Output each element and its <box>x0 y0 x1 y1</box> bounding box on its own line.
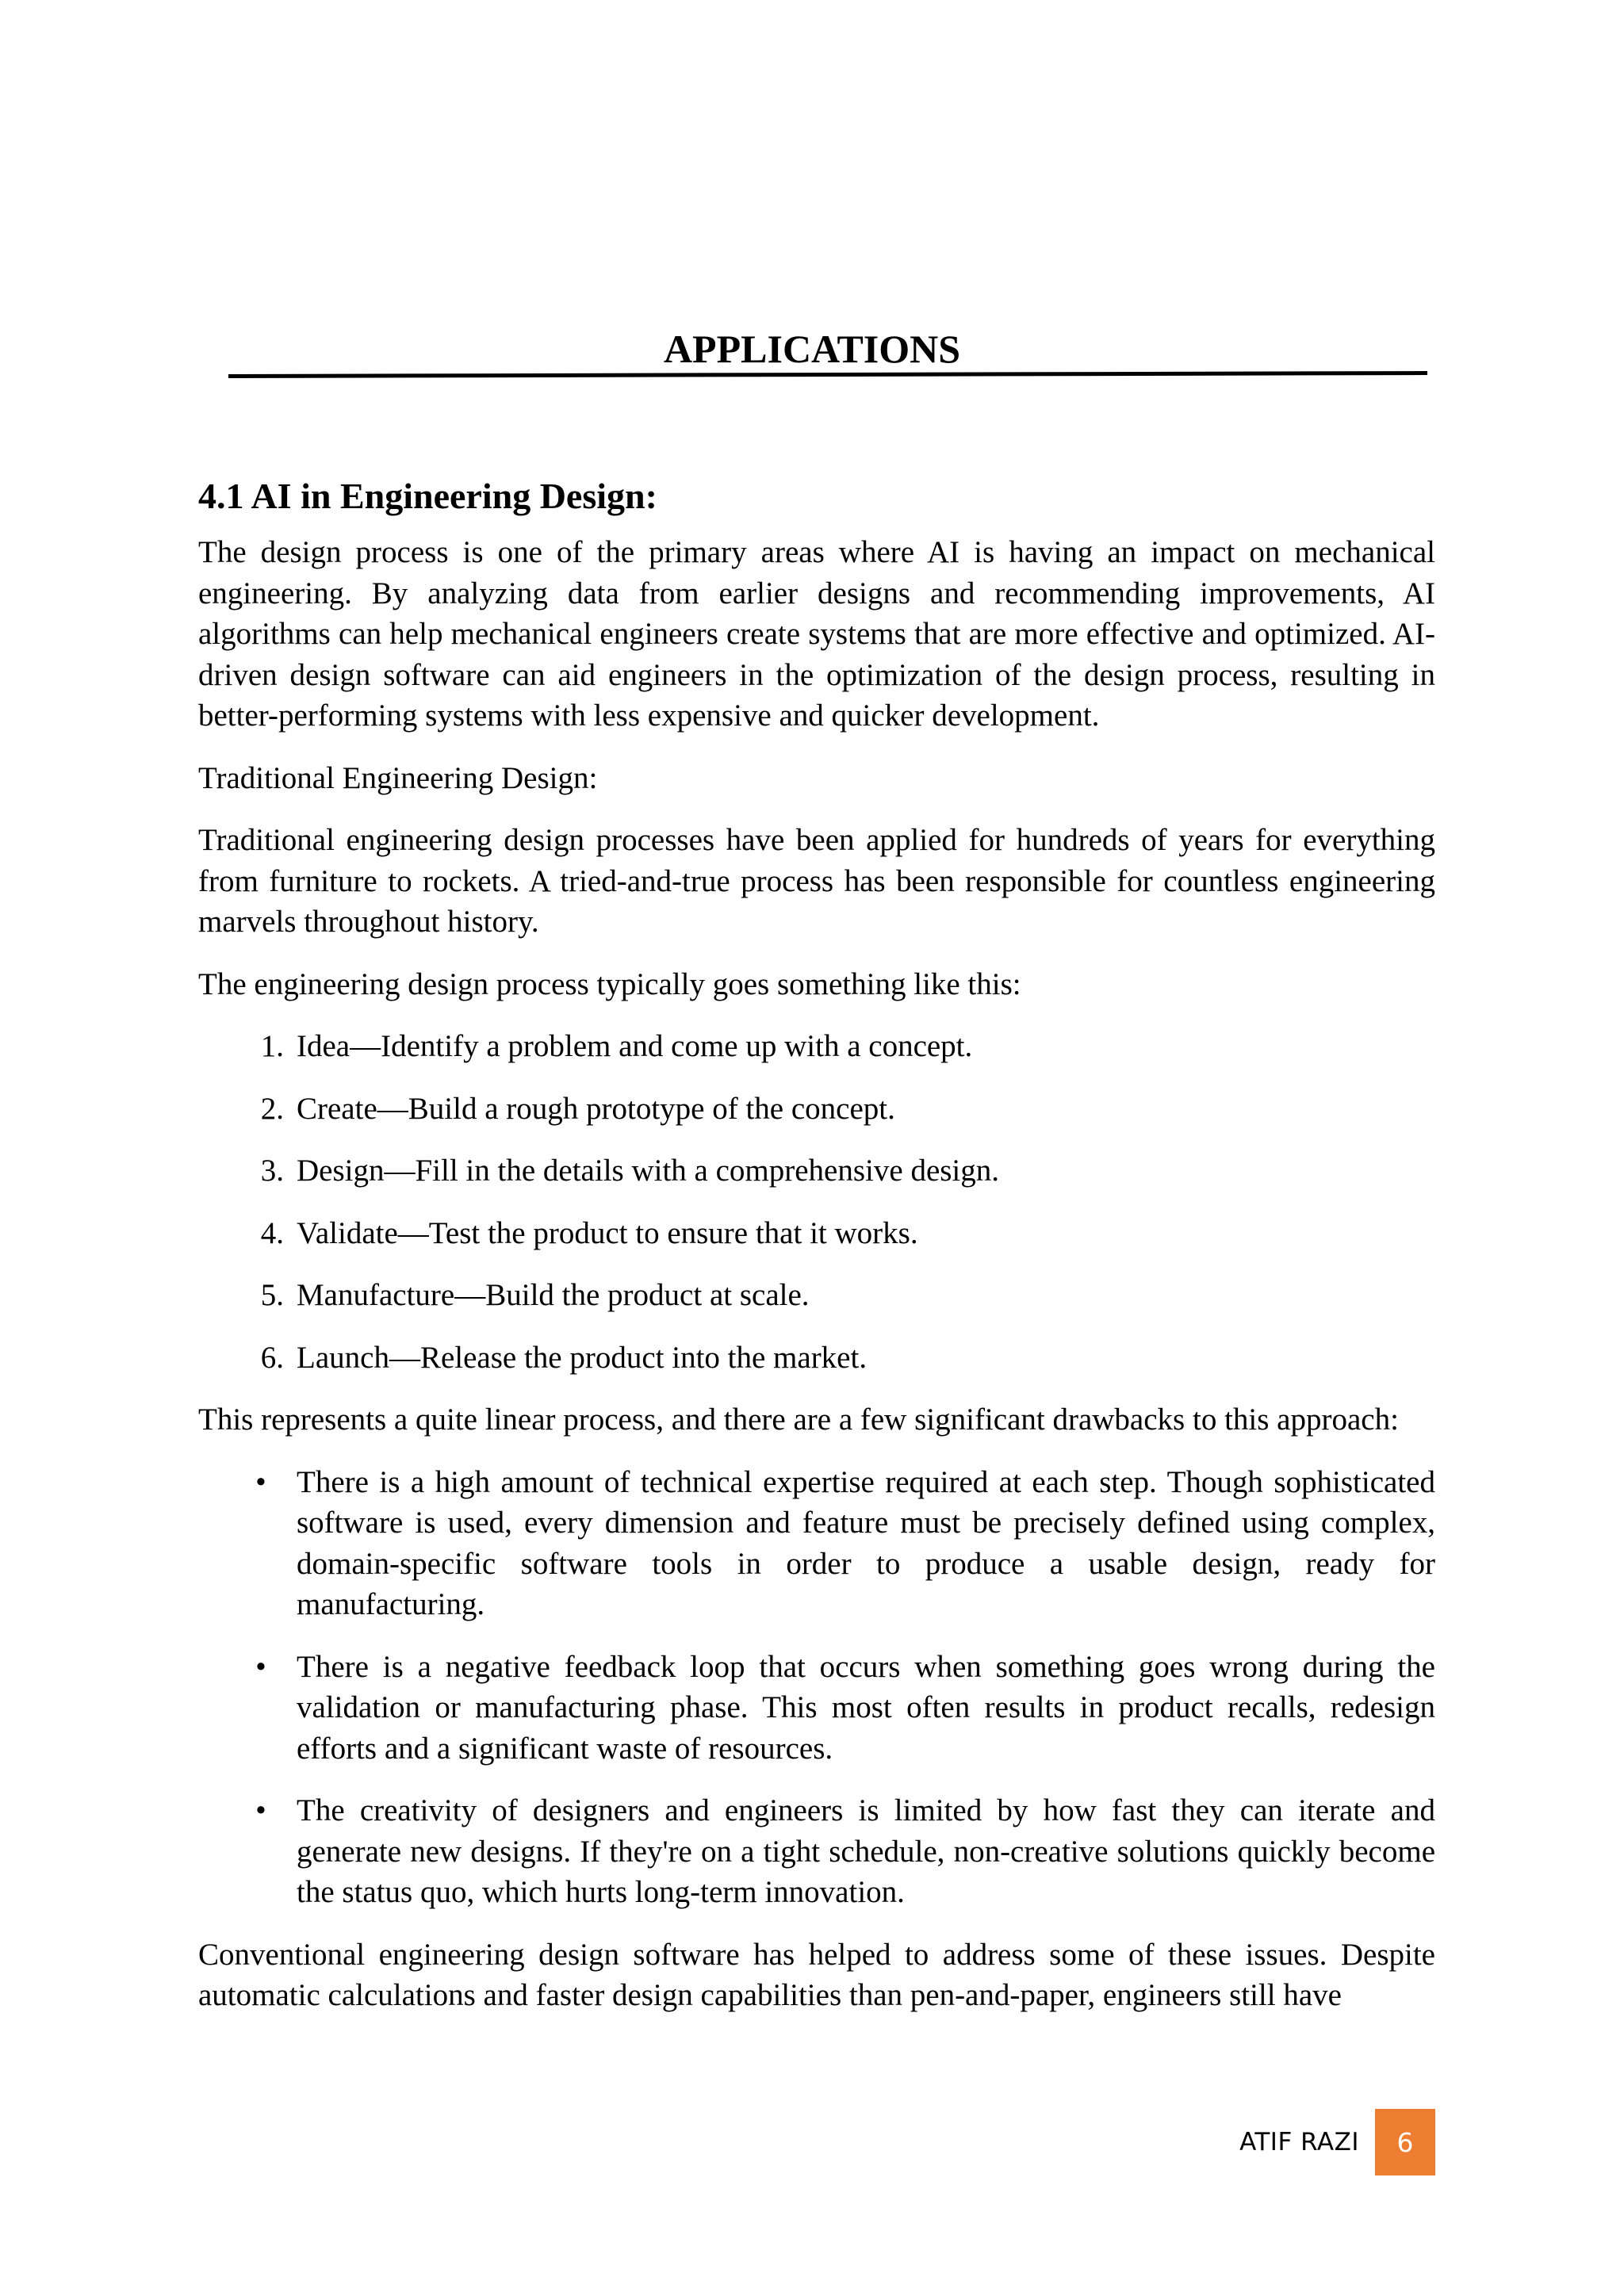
list-number: 5. <box>260 1278 284 1312</box>
page-number-badge: 6 <box>1375 2109 1435 2175</box>
list-item-text: Validate—Test the product to ensure that it works. <box>297 1215 918 1250</box>
list-item <box>198 1275 1435 1316</box>
section-heading: 4.1 AI in Engineering Design: <box>198 476 657 516</box>
list-item-text: There is a high amount of technical expertise required at each step. Though sophisticated software is used, every dimension and feature must be precisely defined using complex, domain-specific software tools in order to produce a usable design, ready for manufacturing. <box>297 1464 1435 1621</box>
drawbacks-list <box>198 1462 1435 1913</box>
list-number: 3. <box>260 1154 284 1188</box>
list-item <box>198 1647 1435 1770</box>
list-item-text: Idea—Identify a problem and come up with a concept. <box>297 1029 973 1063</box>
page-footer <box>1239 2109 1435 2175</box>
bullet-icon: • <box>255 1649 266 1684</box>
bullet-icon: • <box>255 1793 266 1827</box>
list-number: 6. <box>260 1340 284 1375</box>
chapter-title: APPLICATIONS <box>663 327 961 371</box>
list-item-text: Launch—Release the product into the market. <box>297 1340 868 1375</box>
list-number: 1. <box>260 1029 284 1063</box>
footer-author: ATIF RAZI <box>1239 2128 1359 2156</box>
list-item-text: Design—Fill in the details with a comprehensive design. <box>297 1154 1000 1188</box>
conclusion-paragraph: Conventional engineering design software has helped to address some of these issues. Despite automatic calculations and faster design capabilities than pen-and-paper, engineers still have <box>198 1937 1435 2012</box>
list-item <box>198 1089 1435 1130</box>
traditional-design-paragraph: Traditional engineering design processes have been applied for hundreds of years for everything from furniture to rockets. A tried-and-true process has been responsible for countless engineering marvels throughout history. <box>198 823 1435 939</box>
list-number: 4. <box>260 1215 284 1250</box>
drawbacks-intro-paragraph: This represents a quite linear process, and there are a few significant drawbacks to this approach: <box>198 1402 1399 1437</box>
list-item-text: Manufacture—Build the product at scale. <box>297 1278 810 1312</box>
traditional-design-subheading: Traditional Engineering Design: <box>198 760 598 795</box>
list-item <box>198 1026 1435 1067</box>
list-item <box>198 1462 1435 1625</box>
list-item-text: There is a negative feedback loop that occurs when something goes wrong during the validation or manufacturing phase. This most often results in product recalls, redesign efforts and a significant waste of resources. <box>297 1649 1435 1766</box>
list-item <box>198 1337 1435 1379</box>
list-item-text: The creativity of designers and engineers is limited by how fast they can iterate and generate new designs. If they're on a tight schedule, non-creative solutions quickly become the status quo, which hurts long-term innovation. <box>297 1793 1435 1909</box>
intro-paragraph: The design process is one of the primary areas where AI is having an impact on mechanical engineering. By analyzing data from earlier designs and recommending improvements, AI algorithms can help mechanical engineers create systems that are more effective and optimized. AI-driven design software can aid engineers in the optimization of the design process, resulting in better-performing systems with less expensive and quicker development. <box>198 535 1435 733</box>
list-item <box>198 1150 1435 1192</box>
bullet-icon: • <box>255 1464 266 1499</box>
page-content <box>198 472 1435 2038</box>
process-intro-paragraph: The engineering design process typically goes something like this: <box>198 966 1021 1001</box>
list-item-text: Create—Build a rough prototype of the concept. <box>297 1091 895 1126</box>
list-number: 2. <box>260 1091 284 1126</box>
list-item <box>198 1790 1435 1913</box>
design-steps-list <box>198 1026 1435 1378</box>
list-item <box>198 1213 1435 1254</box>
